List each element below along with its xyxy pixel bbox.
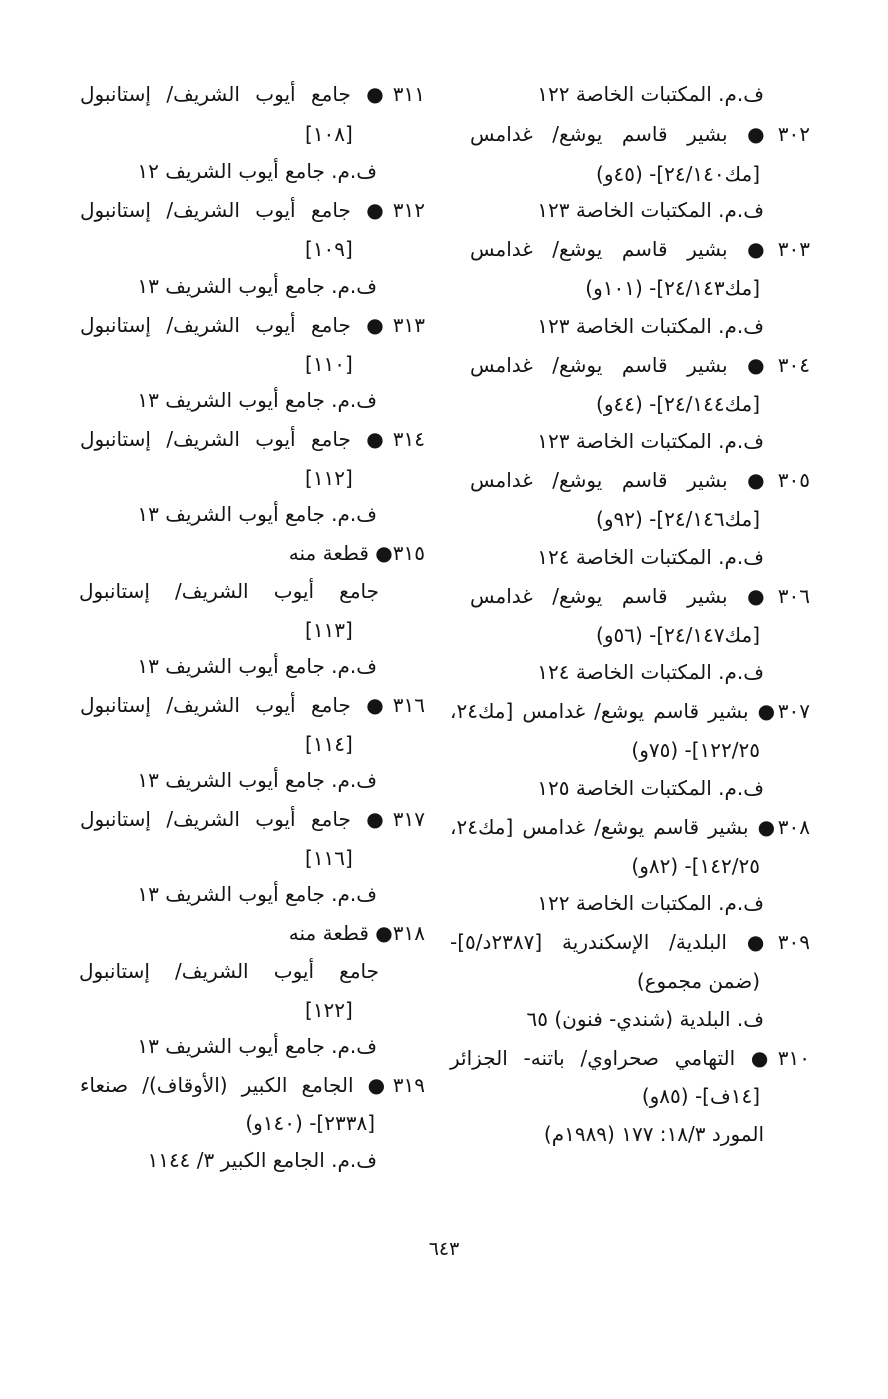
text-line: [١٤ف]- (٨٥و) bbox=[641, 1084, 760, 1108]
text-line: ف.م. جامع أيوب الشريف ١٣ bbox=[137, 274, 377, 298]
text-line: [١٠٩] bbox=[305, 237, 353, 261]
text-line: ٣٠٢● بشير قاسم يوشع/ غدامس bbox=[470, 122, 810, 146]
text-line: [مك٢٤/١٤٧]- (٥٦و) bbox=[596, 623, 760, 647]
text-line: [٢٣٣٨]- (١٤٠و) bbox=[245, 1111, 375, 1135]
text-line: [١١٢] bbox=[305, 466, 353, 490]
text-line: ف.م. المكتبات الخاصة ١٢٤ bbox=[537, 545, 764, 569]
text-line: ف.م. جامع أيوب الشريف ١٢ bbox=[137, 159, 377, 183]
text-line: ٣١٦● جامع أيوب الشريف/ إستانبول bbox=[80, 693, 425, 717]
text-line: ف.م. جامع أيوب الشريف ١٣ bbox=[137, 654, 377, 678]
text-line: ف.م. جامع أيوب الشريف ١٣ bbox=[137, 882, 377, 906]
text-line: جامع أيوب الشريف/ إستانبول bbox=[79, 959, 379, 983]
text-line: ٣٠٤● بشير قاسم يوشع/ غدامس bbox=[470, 353, 810, 377]
text-line: [مك٢٤/١٤٤]- (٤٤و) bbox=[596, 392, 760, 416]
text-line: ف.م. المكتبات الخاصة ١٢٣ bbox=[537, 429, 764, 453]
text-line: ٣١١● جامع أيوب الشريف/ إستانبول bbox=[80, 82, 425, 106]
text-line: ف.م. الجامع الكبير ٣/ ١١٤٤ bbox=[147, 1148, 377, 1172]
text-line: [١٢٢] bbox=[305, 998, 353, 1022]
text-line: [١١٣] bbox=[305, 618, 353, 642]
text-line: ف.م. المكتبات الخاصة ١٢٢ bbox=[537, 891, 764, 915]
text-line: ف.م. جامع أيوب الشريف ١٣ bbox=[137, 1034, 377, 1058]
text-line: ٣١٥● قطعة منه bbox=[288, 541, 425, 565]
text-line: ف.م. المكتبات الخاصة ١٢٣ bbox=[537, 314, 764, 338]
text-line: ١٢٢/٢٥]- (٧٥و) bbox=[631, 738, 760, 762]
text-line: ٣١٨● قطعة منه bbox=[288, 921, 425, 945]
text-line: (ضمن مجموع) bbox=[636, 969, 760, 993]
text-line: ف.م. المكتبات الخاصة ١٢٣ bbox=[537, 198, 764, 222]
text-line: ٣١٧● جامع أيوب الشريف/ إستانبول bbox=[80, 807, 425, 831]
text-line: ف.م. جامع أيوب الشريف ١٣ bbox=[137, 768, 377, 792]
text-line: جامع أيوب الشريف/ إستانبول bbox=[79, 579, 379, 603]
text-line: ف.م. جامع أيوب الشريف ١٣ bbox=[137, 502, 377, 526]
text-line: [مك٢٤/١٤٠]- (٤٥و) bbox=[596, 162, 760, 186]
text-line: ٣٠٨● بشير قاسم يوشع/ غدامس [مك٢٤، bbox=[450, 815, 810, 839]
text-line: [مك٢٤/١٤٦]- (٩٢و) bbox=[596, 507, 760, 531]
text-line: [١١٤] bbox=[305, 732, 353, 756]
text-line: ٣١٢● جامع أيوب الشريف/ إستانبول bbox=[80, 198, 425, 222]
text-line: [مك٢٤/١٤٣]- (١٠١و) bbox=[585, 276, 760, 300]
text-line: ٣٠٩● البلدية/ الإسكندرية [٢٣٨٧د/٥]- bbox=[450, 930, 810, 954]
text-line: ف.م. جامع أيوب الشريف ١٣ bbox=[137, 388, 377, 412]
text-line: ٣٠٥● بشير قاسم يوشع/ غدامس bbox=[470, 468, 810, 492]
text-line: ٣١٤● جامع أيوب الشريف/ إستانبول bbox=[80, 427, 425, 451]
page-number: ٦٤٣ bbox=[428, 1238, 460, 1260]
text-line: ٣١٣● جامع أيوب الشريف/ إستانبول bbox=[80, 313, 425, 337]
text-line: ١٤٢/٢٥]- (٨٢و) bbox=[631, 854, 760, 878]
text-line: ف.م. المكتبات الخاصة ١٢٥ bbox=[537, 776, 764, 800]
text-line: [١٠٨] bbox=[305, 122, 353, 146]
text-line: ٣٠٦● بشير قاسم يوشع/ غدامس bbox=[470, 584, 810, 608]
text-line: المورد ١٨/٣: ١٧٧ (١٩٨٩م) bbox=[543, 1122, 764, 1146]
text-line: ٣٠٧● بشير قاسم يوشع/ غدامس [مك٢٤، bbox=[450, 699, 810, 723]
text-line: [١١٦] bbox=[305, 846, 353, 870]
text-line: [١١٠] bbox=[305, 352, 353, 376]
text-line: ف. البلدية (شندي- فنون) ٦٥ bbox=[526, 1007, 764, 1031]
text-line: ٣٠٣● بشير قاسم يوشع/ غدامس bbox=[470, 237, 810, 261]
text-line: ف.م. المكتبات الخاصة ١٢٢ bbox=[537, 82, 764, 106]
text-line: ف.م. المكتبات الخاصة ١٢٤ bbox=[537, 660, 764, 684]
text-line: ٣١٠● التهامي صحراوي/ باتنه- الجزائر bbox=[450, 1046, 810, 1070]
text-line: ٣١٩● الجامع الكبير (الأوقاف)/ صنعاء bbox=[80, 1073, 425, 1097]
